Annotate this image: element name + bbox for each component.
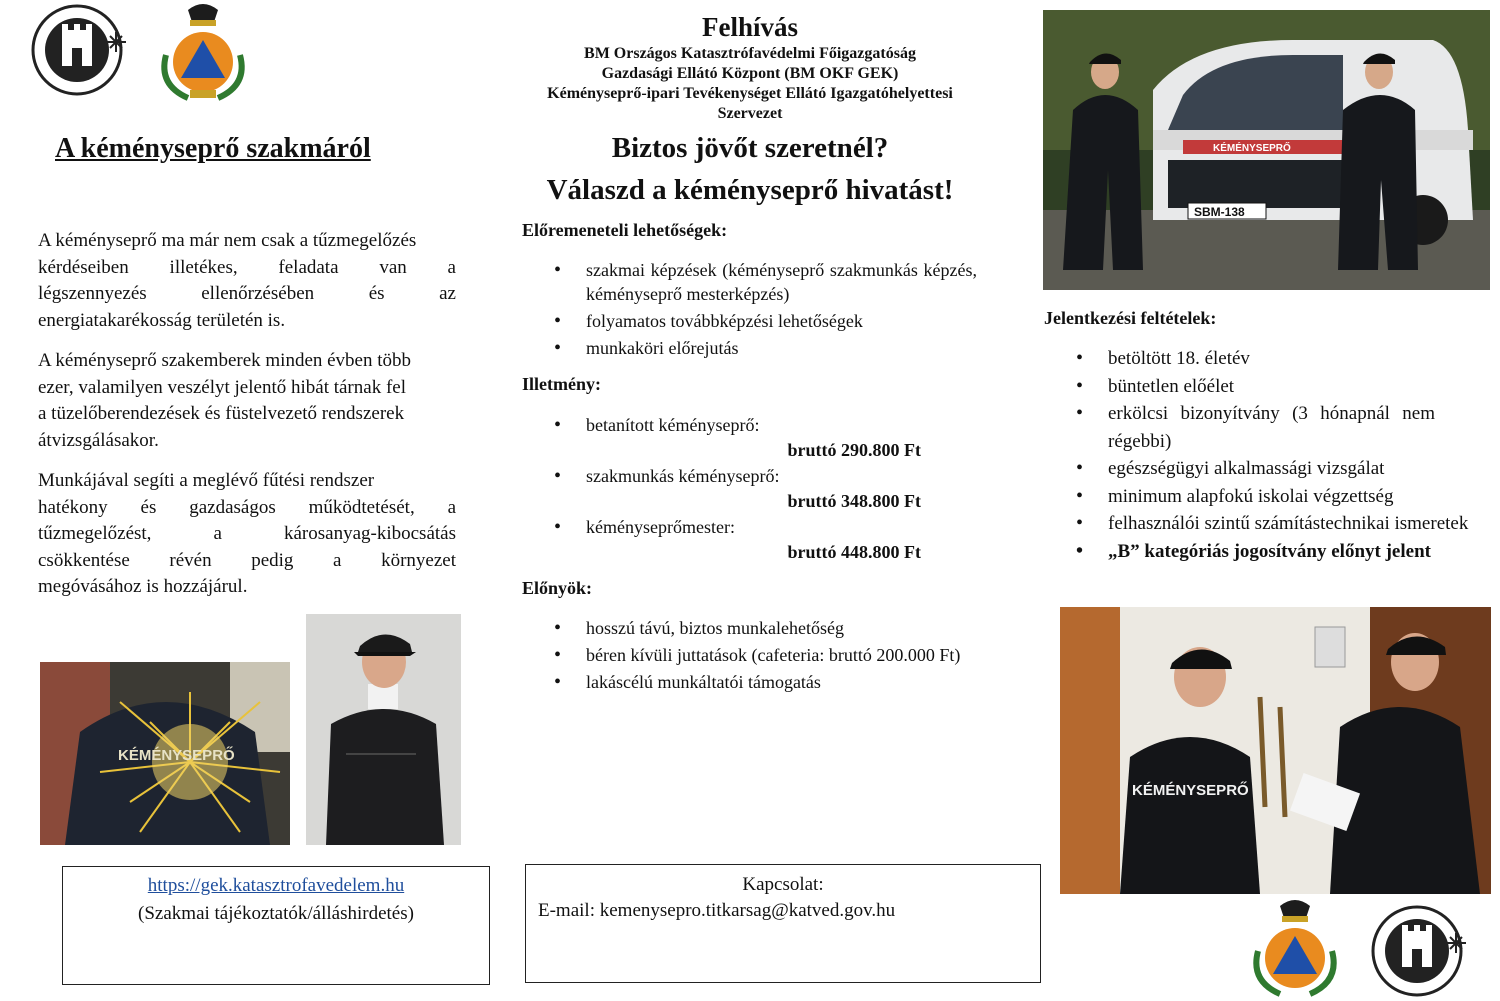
org-line: Kéményseprő-ipari Tevékenységet Ellátó Igazgatóhelyettesi <box>547 85 953 102</box>
requirements-list <box>1044 345 1499 565</box>
salary-list <box>522 413 977 565</box>
salary-amount: bruttó 348.800 Ft <box>787 491 921 511</box>
advance-label: Előremeneteli lehetőségek: <box>522 220 728 240</box>
organization-block <box>500 44 1000 124</box>
list-item: • lakáscélú munkáltatói támogatás <box>522 670 977 694</box>
jacket-text: KÉMÉNYSEPRŐ <box>1132 782 1249 799</box>
civil-protection-emblem-bottom <box>1240 896 1350 1001</box>
paragraph-line: energiatakarékosság területén is. <box>38 309 286 331</box>
paragraph-line: Munkájával segíti a meglévő fűtési rendszer <box>38 470 375 491</box>
paragraph-line: ezer, valamilyen veszélyt jelentő hibát tárnak fel <box>38 376 406 398</box>
license-plate: SBM-138 <box>1194 205 1245 219</box>
call-heading: Felhívás <box>701 12 798 42</box>
requirements-label: Jelentkezési feltételek: <box>1044 308 1217 328</box>
chimney-sweep-portrait <box>306 614 461 845</box>
list-item: • folyamatos továbbképzési lehetőségek <box>522 309 977 333</box>
paragraph-3 <box>38 468 456 601</box>
list-item: • szakmai képzések (kéményseprő szakmunkás képzés, kéményseprő mesterképzés) <box>522 258 977 306</box>
list-item: • „B” kategóriás jogosítvány előnyt jelent <box>1044 538 1499 566</box>
paragraph-line: légszennyezés ellenőrzésében és az <box>38 283 456 304</box>
van-text: KÉMÉNYSEPRŐ <box>1213 143 1291 154</box>
list-item: • erkölcsi bizonyítvány (3 hónapnál nem régebbi) <box>1044 400 1499 455</box>
gek-seal-logo-bottom <box>1362 896 1472 1001</box>
paragraph-2 <box>38 348 456 454</box>
list-item: • munkaköri előrejutás <box>522 336 977 360</box>
salary-role: kéményseprőmester: <box>586 517 735 537</box>
paragraph-line: csökkentése révén pedig a környezet <box>38 549 456 571</box>
inspection-photo <box>1060 607 1491 894</box>
paragraph-line: megóvásához is hozzájárul. <box>38 576 248 597</box>
list-item: • minimum alapfokú iskolai végzettség <box>1044 483 1499 511</box>
van-team-photo <box>1043 10 1490 290</box>
civil-protection-emblem <box>148 0 258 105</box>
benefits-label: Előnyök: <box>522 578 593 598</box>
website-note: (Szakmai tájékoztatók/álláshirdetés) <box>138 903 414 924</box>
list-item: • betöltött 18. életév <box>1044 345 1499 373</box>
website-box <box>62 866 490 985</box>
headline-block <box>500 127 1000 211</box>
contact-label: Kapcsolat: <box>742 874 824 895</box>
org-line: Gazdasági Ellátó Központ (BM OKF GEK) <box>601 65 899 82</box>
headline-call: Válaszd a kéményseprő hivatást! <box>546 174 954 206</box>
list-item: • felhasználói szintű számítástechnikai ismeretek <box>1044 510 1499 538</box>
jacket-text: KÉMÉNYSEPRŐ <box>118 747 235 764</box>
salary-amount: bruttó 448.800 Ft <box>787 542 921 562</box>
contact-email[interactable]: E-mail: kemenysepro.titkarsag@katved.gov.hu <box>538 900 896 921</box>
salary-item <box>522 464 977 514</box>
list-item: • büntetlen előélet <box>1044 373 1499 401</box>
website-link[interactable]: https://gek.katasztrofavedelem.hu <box>147 875 405 896</box>
chimney-brush-photo <box>40 662 290 845</box>
org-line: Szervezet <box>717 105 783 122</box>
benefits-list <box>522 616 977 694</box>
paragraph-line: A kéményseprő szakemberek minden évben több <box>38 350 412 371</box>
contact-box <box>525 864 1041 983</box>
list-item: • hosszú távú, biztos munkalehetőség <box>522 616 977 640</box>
gek-seal-logo <box>22 0 132 105</box>
list-item: • egészségügyi alkalmassági vizsgálat <box>1044 455 1499 483</box>
left-title: A kéményseprő szakmáról <box>55 133 371 164</box>
paragraph-line: a tüzelőberendezések és füstelvezető rendszerek <box>38 403 405 424</box>
list-item: • béren kívüli juttatások (cafeteria: bruttó 200.000 Ft) <box>522 643 977 667</box>
salary-amount: bruttó 290.800 Ft <box>787 440 921 460</box>
salary-role: betanított kéményseprő: <box>586 415 760 435</box>
org-line: BM Országos Katasztrófavédelmi Főigazgatóság <box>584 45 916 62</box>
advance-list <box>522 258 977 360</box>
salary-item <box>522 515 977 565</box>
paragraph-line: hatékony és gazdaságos működtetését, a <box>38 496 456 518</box>
paragraph-line: kérdéseiben illetékes, feladata van a <box>38 256 456 278</box>
headline-question: Biztos jövőt szeretnél? <box>611 132 889 164</box>
salary-item <box>522 413 977 463</box>
paragraph-1 <box>38 228 456 334</box>
paragraph-line: átvizsgálásakor. <box>38 429 159 451</box>
salary-role: szakmunkás kéményseprő: <box>586 466 780 486</box>
paragraph-line: tűzmegelőzést, a károsanyag-kibocsátás <box>38 523 456 544</box>
paragraph-line: A kéményseprő ma már nem csak a tűzmegelőzés <box>38 230 417 251</box>
salary-label: Illetmény: <box>522 374 601 394</box>
